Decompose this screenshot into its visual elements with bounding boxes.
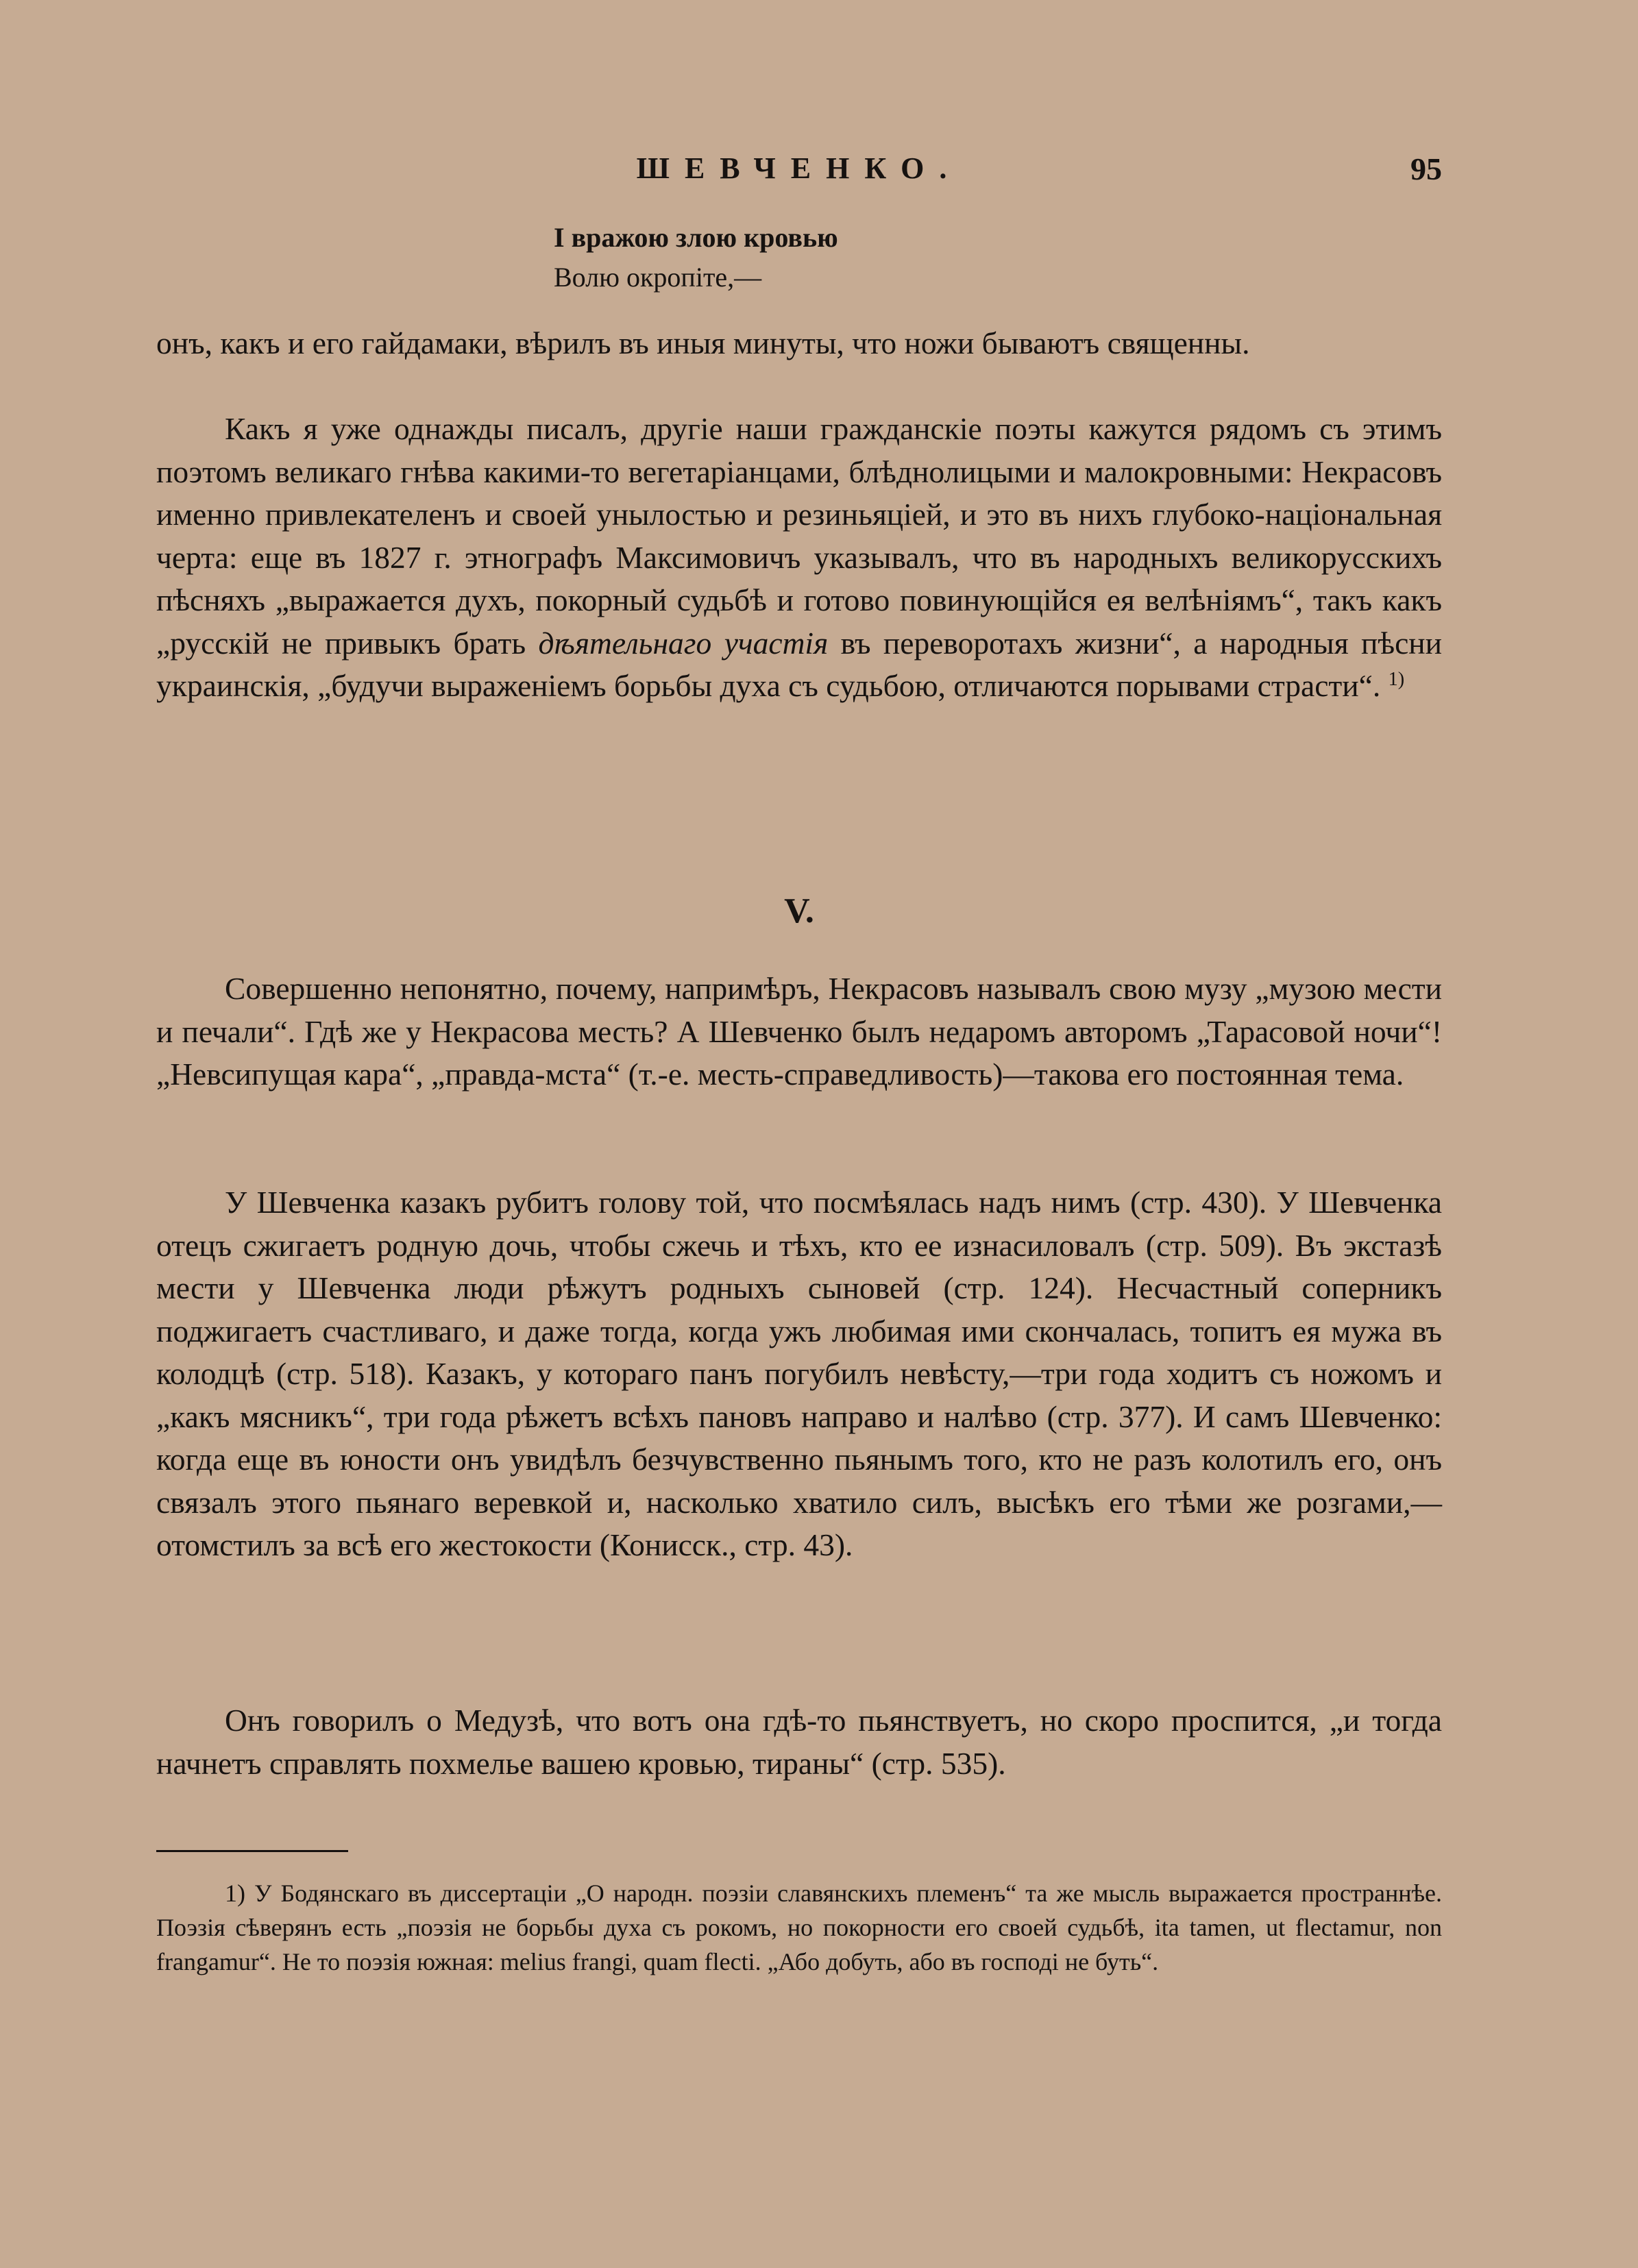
paragraph-1: онъ, какъ и его гайдамаки, вѣрилъ въ иныя минуты, что ножи бываютъ священны. — [156, 325, 1250, 360]
footnote-rule — [156, 1850, 348, 1852]
paragraph-4 — [156, 1181, 1442, 1567]
paragraph-2-text-a: Какъ я уже однажды писалъ, другіе наши гражданскіе поэты кажутся рядомъ съ этимъ поэтомъ великаго гнѣва какими-то вегетаріанцами, блѣднолицыми и малокровными: Некрасовъ именно привлекателенъ и своей унылостью и резиньяціей, и это въ нихъ глубоко-національная черта: еще въ 1827 г. этнографъ Максимовичъ указывалъ, что въ народныхъ великорусскихъ пѣсняхъ „выражается духъ, покорный судьбѣ и готово повинующійся ея велѣніямъ“, такъ какъ „русскій не привыкъ брать — [156, 411, 1442, 661]
paragraph-2-text-b: въ переворотахъ жизни“, а народныя пѣсни украинскія, „будучи выраженіемъ борьбы духа съ судьбою, отличаются порывами страсти“. — [156, 625, 1442, 703]
paragraph-5-text: Онъ говорилъ о Медузѣ, что вотъ она гдѣ-то пьянствуетъ, но скоро проспится, „и тогда начнетъ справлять похмелье вашею кровью, тираны“ (стр. 535). — [156, 1703, 1442, 1781]
verse-quote — [554, 218, 838, 297]
running-title: ШЕВЧЕНКО. — [636, 151, 962, 185]
footnote-mark: 1) — [225, 1879, 245, 1907]
footnote-text: У Бодянскаго въ диссертаціи „О народн. поэзіи славянскихъ племенъ“ та же мысль выражается пространнѣе. Поэзія сѣверянъ есть „поэзія не борьбы духа съ рокомъ, но покорности его своей судьбѣ, ita tamen, ut flectamur, non frangamur“. Не то поэзія южная: melius frangi, quam flecti. „Або добуть, або въ господі не буть“. — [156, 1879, 1443, 1975]
paragraph-2-emphasis: дѣятельнаго участія — [538, 625, 829, 661]
paragraph-4-text: У Шевченка казакъ рубитъ голову той, что посмѣялась надъ нимъ (стр. 430). У Шевченка отецъ сжигаетъ родную дочь, чтобы сжечь и тѣхъ, кто ее изнасиловалъ (стр. 509). Въ экстазѣ мести у Шевченка люди рѣжутъ родныхъ сыновей (стр. 124). Несчастный соперникъ поджигаетъ счастливаго, и даже тогда, когда ужъ любимая ими скончалась, топитъ ея мужа въ колодцѣ (стр. 518). Казакъ, у котораго панъ погубилъ невѣсту,—три года ходитъ съ ножомъ и „какъ мясникъ“, три года рѣжетъ всѣхъ пановъ направо и налѣво (стр. 377). И самъ Шевченко: когда еще въ юности онъ увидѣлъ безчувственно пьянымъ того, кто не разъ колотилъ его, онъ связалъ этого пьянаго веревкой и, насколько хватило силъ, высѣкъ его тѣми же розгами,—отомстилъ за всѣ его жестокости (Конисск., стр. 43). — [156, 1185, 1442, 1562]
paragraph-3-text: Совершенно непонятно, почему, напримѣръ, Некрасовъ называлъ свою музу „музою мести и печали“. Гдѣ же у Некрасова месть? А Шевченко былъ недаромъ авторомъ „Тарасовой ночи“! „Невсипущая кара“, „правда-мста“ (т.-е. месть-справедливость)—такова его постоянная тема. — [156, 971, 1442, 1092]
book-page — [156, 0, 1442, 2268]
page-number: 95 — [1410, 151, 1442, 186]
footnote — [156, 1876, 1442, 1979]
paragraph-3 — [156, 967, 1442, 1096]
paragraph-5 — [156, 1699, 1442, 1785]
section-heading: V. — [784, 891, 814, 930]
verse-line-1: І вражою злою кровью — [554, 222, 838, 253]
running-head — [156, 151, 1442, 192]
footnote-ref: 1) — [1388, 668, 1405, 690]
paragraph-2 — [156, 408, 1442, 708]
verse-line-2: Волю окропіте,— — [554, 262, 762, 293]
